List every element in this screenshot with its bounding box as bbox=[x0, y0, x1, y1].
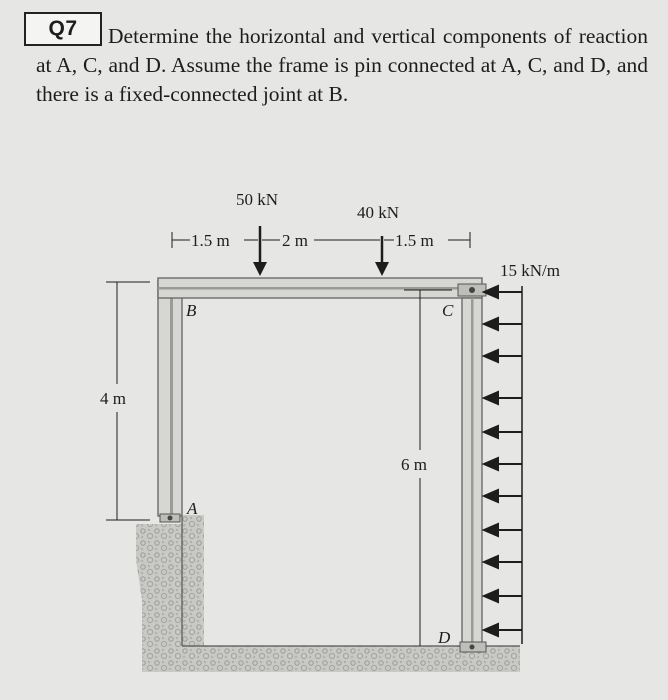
dl-arrow bbox=[484, 624, 522, 636]
dim-6m: 6 m bbox=[401, 455, 427, 474]
dim-1-5m-left: 1.5 m bbox=[191, 231, 230, 250]
dl-arrow bbox=[484, 590, 522, 602]
distributed-load-label: 15 kN/m bbox=[500, 261, 560, 280]
frame bbox=[158, 278, 482, 644]
dl-arrow bbox=[484, 286, 522, 298]
label-a: A bbox=[187, 499, 198, 518]
dl-arrow bbox=[484, 458, 522, 470]
question-number: Q7 bbox=[48, 17, 78, 40]
problem-text: Determine the horizontal and vertical components of reaction at A, C, and D. Assume the frame is pin connected at A, C, and D, and there is a fixed-connected joint at B. bbox=[36, 24, 648, 106]
dim-1-5m-right: 1.5 m bbox=[395, 231, 434, 250]
load-40kn-label: 40 kN bbox=[357, 203, 400, 222]
dim-2m: 2 m bbox=[282, 231, 308, 250]
dim-4m: 4 m bbox=[100, 389, 126, 408]
label-b: B bbox=[186, 301, 197, 320]
pin-d bbox=[460, 642, 486, 652]
load-50kn-arrow bbox=[253, 226, 267, 276]
label-d: D bbox=[438, 628, 451, 647]
top-beam-web bbox=[158, 287, 482, 290]
dl-arrow bbox=[484, 426, 522, 438]
dl-arrow bbox=[484, 556, 522, 568]
dl-arrow bbox=[484, 392, 522, 404]
pin-c bbox=[458, 284, 486, 296]
pin-a bbox=[160, 514, 180, 522]
dl-arrow bbox=[484, 524, 522, 536]
load-50kn-label: 50 kN bbox=[236, 190, 279, 209]
label-c: C bbox=[442, 301, 454, 320]
dl-arrow bbox=[484, 490, 522, 502]
dl-arrow bbox=[484, 318, 522, 330]
distributed-load-arrows bbox=[484, 286, 522, 636]
load-40kn-arrow bbox=[375, 236, 389, 276]
dl-arrow bbox=[484, 350, 522, 362]
left-column-web bbox=[170, 280, 173, 516]
right-column-web bbox=[471, 298, 474, 644]
